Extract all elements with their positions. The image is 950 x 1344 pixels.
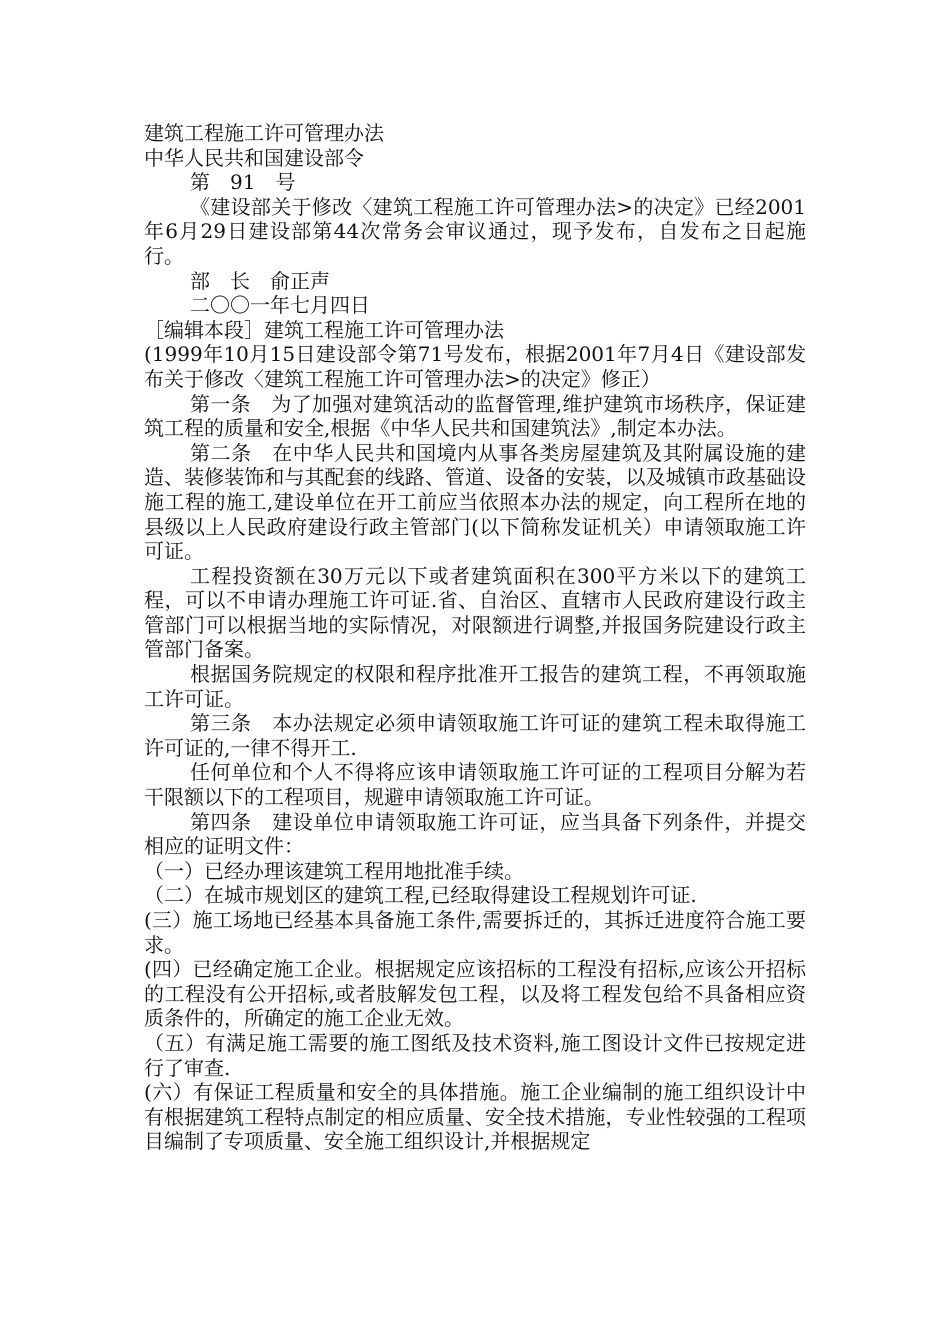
issuer-line: 中华人民共和国建设部令 [144,145,364,170]
article-3-paragraph-2: 任何单位和个人不得将应该申请领取施工许可证的工程项目分解为若干限额以下的工程项目，规避申请领取施工许可证。 [144,760,806,810]
article-2: 第二条 在中华人民共和国境内从事各类房屋建筑及其附属设施的建造、装修装饰和与其配套的线路、管道、设备的安装，以及城镇市政基础设施工程的施工,建设单位在开工前应当依照本办法的规定，向工程所在地的县级以上人民政府建设行政主管部门(以下简称发证机关）申请领取施工许可证。 [144,440,806,564]
condition-6: (六）有保证工程质量和安全的具体措施。施工企业编制的施工组织设计中有根据建筑工程特点制定的相应质量、安全技术措施，专业性较强的工程项目编制了专项质量、安全施工组织设计,并根据规定 [144,1080,806,1154]
decree-text: 《建设部关于修改〈建筑工程施工许可管理办法>的决定》已经2001年6月29日建设部第44次常务会审议通过，现予发布，自发布之日起施行。 [144,194,806,268]
publication-note: (1999年10月15日建设部令第71号发布，根据2001年7月4日《建设部发布关于修改〈建筑工程施工许可管理办法>的决定》修正） [144,342,806,391]
article-2-paragraph-2: 工程投资额在30万元以下或者建筑面积在300平方米以下的建筑工程，可以不申请办理施工许可证.省、自治区、直辖市人民政府建设行政主管部门可以根据当地的实际情况，对限额进行调整,并报国务院建设行政主管部门备案。 [144,563,806,662]
condition-2: （二）在城市规划区的建筑工程,已经取得建设工程规划许可证. [144,883,697,908]
article-4: 第四条 建设单位申请领取施工许可证，应当具备下列条件，并提交相应的证明文件： [144,809,806,859]
document-page [144,121,806,1154]
order-number: 第 91 号 [190,170,296,195]
document-title: 建筑工程施工许可管理办法 [144,121,384,145]
article-3: 第三条 本办法规定必须申请领取施工许可证的建筑工程未取得施工许可证的,一律不得开工. [144,711,806,760]
article-1: 第一条 为了加强对建筑活动的监督管理,维护建筑市场秩序，保证建筑工程的质量和安全,根据《中华人民共和国建筑法》,制定本办法。 [144,391,806,441]
minister-signature: 部 长 俞正声 [190,268,330,293]
condition-4: (四）已经确定施工企业。根据规定应该招标的工程没有招标,应该公开招标的工程没有公开招标,或者肢解发包工程，以及将工程发包给不具备相应资质条件的，所确定的施工企业无效。 [144,957,806,1031]
issue-date: 二〇〇一年七月四日 [190,293,370,318]
section-heading: ［编辑本段］建筑工程施工许可管理办法 [144,317,504,342]
article-2-paragraph-3: 根据国务院规定的权限和程序批准开工报告的建筑工程，不再领取施工许可证。 [144,662,806,711]
condition-1: （一）已经办理该建筑工程用地批准手续。 [144,858,524,883]
condition-3: (三）施工场地已经基本具备施工条件,需要拆迁的，其拆迁进度符合施工要求。 [144,908,806,957]
condition-5: （五）有满足施工需要的施工图纸及技术资料,施工图设计文件已按规定进行了审查. [144,1030,806,1080]
